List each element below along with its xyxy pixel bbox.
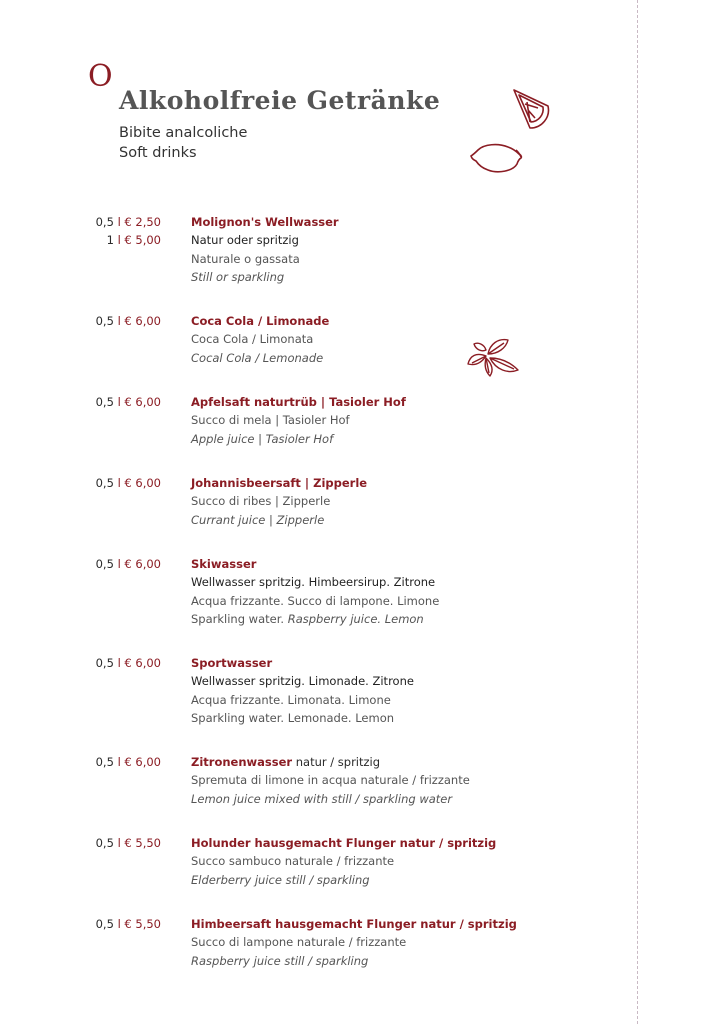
price-line bbox=[70, 654, 161, 672]
price-value: € 6,00 bbox=[124, 395, 161, 409]
description-english-plain: Sparkling water. Lemonade. Lemon bbox=[191, 711, 395, 726]
size-value: 1 bbox=[106, 233, 114, 248]
price-value: € 2,50 bbox=[124, 215, 161, 229]
description-column bbox=[191, 312, 631, 367]
description-column bbox=[191, 213, 631, 287]
price-value: € 6,00 bbox=[124, 755, 161, 769]
description-english: Currant juice | Zipperle bbox=[191, 512, 325, 527]
price-line bbox=[70, 393, 161, 411]
price-column bbox=[70, 654, 161, 672]
description-column bbox=[191, 474, 631, 529]
price-line bbox=[70, 753, 161, 771]
size-value: 0,5 bbox=[95, 755, 114, 769]
price-column bbox=[70, 753, 161, 771]
size-unit: l bbox=[117, 476, 121, 490]
description-english: Apple juice | Tasioler Hof bbox=[191, 431, 334, 446]
drink-name-suffix: natur / spritzig bbox=[295, 755, 381, 769]
size-unit: l bbox=[117, 233, 121, 248]
description-english: Elderberry juice still / sparkling bbox=[191, 872, 370, 887]
drink-name-line bbox=[191, 753, 631, 771]
description-english: Lemon juice mixed with still / sparkling water bbox=[191, 791, 453, 806]
drink-name-line bbox=[191, 555, 631, 573]
drink-name-line bbox=[191, 474, 631, 492]
description-italian: Acqua frizzante. Limonata. Limone bbox=[191, 692, 391, 707]
size-value: 0,5 bbox=[95, 557, 114, 571]
price-column bbox=[70, 393, 161, 411]
description-english: Raspberry juice still / sparkling bbox=[191, 953, 369, 968]
size-value: 0,5 bbox=[95, 917, 114, 931]
page-divider bbox=[637, 0, 638, 1024]
price-column bbox=[70, 213, 161, 250]
price-column bbox=[70, 834, 161, 852]
size-value: 0,5 bbox=[95, 215, 114, 229]
description-italian: Succo di ribes | Zipperle bbox=[191, 494, 331, 509]
description-german: Wellwasser spritzig. Himbeersirup. Zitrone bbox=[191, 575, 436, 590]
drink-name: Apfelsaft naturtrüb | Tasioler Hof bbox=[191, 395, 406, 409]
price-line bbox=[70, 213, 161, 231]
price-value: € 6,00 bbox=[124, 656, 161, 670]
drink-name-line bbox=[191, 834, 631, 852]
size-value: 0,5 bbox=[95, 395, 114, 409]
price-value: € 5,00 bbox=[124, 233, 161, 248]
description-english bbox=[191, 709, 631, 727]
description-italian: Naturale o gassata bbox=[191, 251, 300, 266]
description-italian: Acqua frizzante. Succo di lampone. Limone bbox=[191, 593, 440, 608]
description-german: Natur oder spritzig bbox=[191, 233, 299, 248]
drink-name: Johannisbeersaft | Zipperle bbox=[191, 476, 368, 490]
drink-name: Sportwasser bbox=[191, 656, 273, 670]
size-unit: l bbox=[117, 656, 121, 670]
description-column bbox=[191, 654, 631, 728]
description-column bbox=[191, 753, 631, 808]
description-english-plain: Sparkling water. bbox=[191, 612, 285, 627]
description-english bbox=[191, 610, 631, 628]
price-line bbox=[70, 834, 161, 852]
size-unit: l bbox=[117, 314, 121, 328]
size-value: 0,5 bbox=[95, 836, 114, 850]
description-german: Wellwasser spritzig. Limonade. Zitrone bbox=[191, 674, 414, 689]
price-line bbox=[70, 312, 161, 330]
price-value: € 5,50 bbox=[124, 917, 161, 931]
size-value: 0,5 bbox=[95, 314, 114, 328]
price-value: € 6,00 bbox=[124, 314, 161, 328]
description-english: Cocal Cola / Lemonade bbox=[191, 350, 324, 365]
drink-name-line bbox=[191, 654, 631, 672]
drink-name: Molignon's Wellwasser bbox=[191, 215, 339, 229]
price-column bbox=[70, 915, 161, 933]
drink-name-line bbox=[191, 312, 631, 330]
size-unit: l bbox=[117, 395, 121, 409]
drink-name: Himbeersaft hausgemacht Flunger natur / spritzig bbox=[191, 917, 517, 931]
description-italian: Coca Cola / Limonata bbox=[191, 332, 314, 347]
drink-name: Zitronenwasser bbox=[191, 755, 293, 769]
drink-name: Coca Cola / Limonade bbox=[191, 314, 330, 328]
size-value: 0,5 bbox=[95, 476, 114, 490]
description-italian: Succo di mela | Tasioler Hof bbox=[191, 413, 350, 428]
description-italian: Succo di lampone naturale / frizzante bbox=[191, 935, 407, 950]
drink-name: Skiwasser bbox=[191, 557, 257, 571]
price-line bbox=[70, 555, 161, 573]
price-column bbox=[70, 474, 161, 492]
price-column bbox=[70, 555, 161, 573]
size-unit: l bbox=[117, 917, 121, 931]
description-column bbox=[191, 834, 631, 889]
description-italian: Succo sambuco naturale / frizzante bbox=[191, 854, 395, 869]
drink-name-line bbox=[191, 213, 631, 231]
size-unit: l bbox=[117, 836, 121, 850]
subtitle-english: Soft drinks bbox=[119, 145, 197, 161]
drink-name-line bbox=[191, 915, 631, 933]
price-line bbox=[70, 474, 161, 492]
description-english: Still or sparkling bbox=[191, 270, 285, 285]
price-value: € 6,00 bbox=[124, 557, 161, 571]
drink-name: Holunder hausgemacht Flunger natur / spritzig bbox=[191, 836, 497, 850]
page-title: Alkoholfreie Getränke bbox=[119, 86, 441, 115]
price-value: € 6,00 bbox=[124, 476, 161, 490]
price-value: € 5,50 bbox=[124, 836, 161, 850]
size-value: 0,5 bbox=[95, 656, 114, 670]
description-column bbox=[191, 915, 631, 970]
logo: O bbox=[88, 59, 113, 94]
subtitle-italian: Bibite analcoliche bbox=[119, 125, 248, 141]
description-italian: Spremuta di limone in acqua naturale / frizzante bbox=[191, 773, 470, 788]
description-column bbox=[191, 555, 631, 629]
description-column bbox=[191, 393, 631, 448]
price-column bbox=[70, 312, 161, 330]
price-line bbox=[70, 231, 161, 249]
size-unit: l bbox=[117, 557, 121, 571]
drink-name-line bbox=[191, 393, 631, 411]
size-unit: l bbox=[117, 215, 121, 229]
size-unit: l bbox=[117, 755, 121, 769]
price-line bbox=[70, 915, 161, 933]
description-english-italic: Raspberry juice. Lemon bbox=[287, 612, 424, 627]
